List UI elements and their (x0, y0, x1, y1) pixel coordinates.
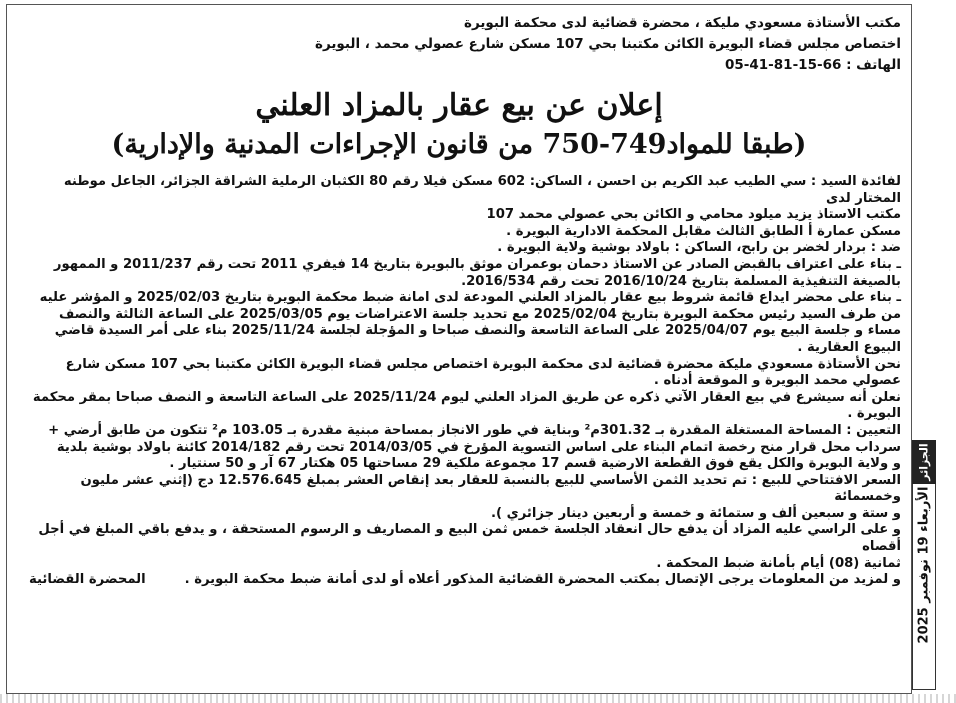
signature: المحضرة القضائية (29, 572, 146, 588)
body-line: مساء و جلسة البيع يوم 2025/04/07 على الساعة التاسعة والنصف صباحا و المؤجلة لجلسة 2025/11/24 بناء على أمر السيدة قاضي (54, 323, 901, 339)
newspaper-brand: الجزائر (917, 443, 931, 481)
contact-line: و لمزيد من المعلومات يرجى الإتصال بمكتب المحضرة القضائية المذكور أعلاه أو لدى أمانة ضبط محكمة البويرة . (184, 572, 901, 588)
bailiff-office-name: مكتب الأستاذة مسعودي مليكة ، محضرة قضائية لدى محكمة البويرة (463, 15, 901, 31)
body-line: التعيين : المساحة المستغلة المقدرة بـ 301.32م² وبناية في طور الانجاز بمساحة مبنية مقدرة بـ 103.05 م² تتكون من طابق أرضي + (48, 422, 901, 438)
body-line: و ولاية البويرة والكل يقع فوق القطعة الارضية قسم 17 مجموعة ملكية 29 مساحتها 05 هكتار 67 آر و 50 سنتيار . (169, 456, 901, 472)
body-line: البيوع العقارية . (797, 339, 901, 355)
body-line: ثمانية (08) أيام بأمانة ضبط المحكمة . (656, 555, 901, 571)
body-line: بالصيغة التنفيذية المسلمة بتاريخ 2016/10/24 تحت رقم 2016/534. (461, 273, 901, 289)
body-line: ـ بناء على اعتراف بالقبض الصادر عن الاستاذ دحمان بوعمران موثق بالبويرة بتاريخ 14 فيفري 2011 تحت رقم 2011/237 و الممهور (53, 256, 901, 272)
notice-body (17, 174, 901, 589)
body-line: سرداب محل قرار منح رخصة اتمام البناء على اساس التسوية المؤرخ في 2014/03/05 تحت رقم 2014/182 كائنة باولاد بوشية بلدية (56, 439, 901, 455)
body-line: ضد : بردار لخضر بن رابح، الساكن : باولاد بوشية ولاية البويرة . (497, 240, 901, 256)
body-line: نحن الأستاذة مسعودي مليكة محضرة قضائية لدى محكمة البويرة اختصاص مجلس قضاء البويرة الكائن مكتبنا بحي 107 مسكن شارع (65, 356, 901, 372)
scan-edge (0, 694, 956, 703)
body-line: و على الراسي عليه المزاد أن يدفع حال انعقاد الجلسة خمس ثمن البيع و المصاريف و الرسوم المستحقة ، و يدفع باقي المبلغ في أجل أقصاه (38, 522, 901, 555)
body-line: البويرة . (847, 406, 901, 422)
body-line: ـ بناء على محضر ايداع قائمة شروط بيع عقار بالمزاد العلني المودعة لدى امانة ضبط محكمة البويرة بتاريخ 2025/02/03 و المؤشر عليه (39, 290, 901, 306)
body-line: و ستة و سبعين ألف و ستمائة و خمسة و أربعين دينار جزائري ). (490, 505, 901, 521)
body-line: لفائدة السيد : سي الطيب عبد الكريم بن احسن ، الساكن: 602 مسكن فيلا رقم 80 الكثبان الرملية الشراقة الجزائر، الجاعل موطنه المختار لدى (63, 174, 901, 206)
notice-footer (17, 572, 901, 589)
body-line: مكتب الاستاذ يزيد ميلود محامي و الكائن بحي عصولي محمد 107 (486, 207, 901, 223)
newspaper-brand-strip (912, 440, 936, 484)
office-address: اختصاص مجلس قضاء البويرة الكائن مكتبنا بحي 107 مسكن شارع عصولي محمد ، البويرة (314, 36, 901, 52)
body-line: السعر الافتتاحي للبيع : تم تحديد الثمن الأساسي للبيع بالنسبة للعقار بعد إنقاص العشر بمبلغ 12.576.645 دج (إثني عشر مليون وخمسمائة (80, 472, 901, 505)
notice-title: إعلان عن بيع عقار بالمزاد العلني (255, 88, 663, 123)
body-line: نعلن أنه سيشرع في بيع العقار الآتي ذكره عن طريق المزاد العلني ليوم 2025/11/24 على الساعة التاسعة و النصف صباحا بمقر محكمة (32, 389, 901, 405)
notice-subtitle: (طبقا للمواد749-750 من قانون الإجراءات المدنية والإدارية) (111, 129, 807, 160)
office-phone: الهاتف : 66-15-81-41-05 (724, 57, 901, 73)
body-line: مسكن عمارة أ الطابق الثالث مقابل المحكمة الادارية البويرة . (506, 223, 901, 239)
publication-date: الأربعاء 19 نوفمبر 2025 (916, 486, 932, 644)
auction-notice (6, 4, 912, 694)
body-line: عصولي محمد البويرة و الموقعة أدناه . (653, 373, 901, 389)
body-line: من طرف السيد رئيس محكمة البويرة بتاريخ 2025/02/04 مع تحديد جلسة الاعتراضات يوم 2025/03/05 على الساعة الثالثة والنصف (58, 306, 901, 322)
